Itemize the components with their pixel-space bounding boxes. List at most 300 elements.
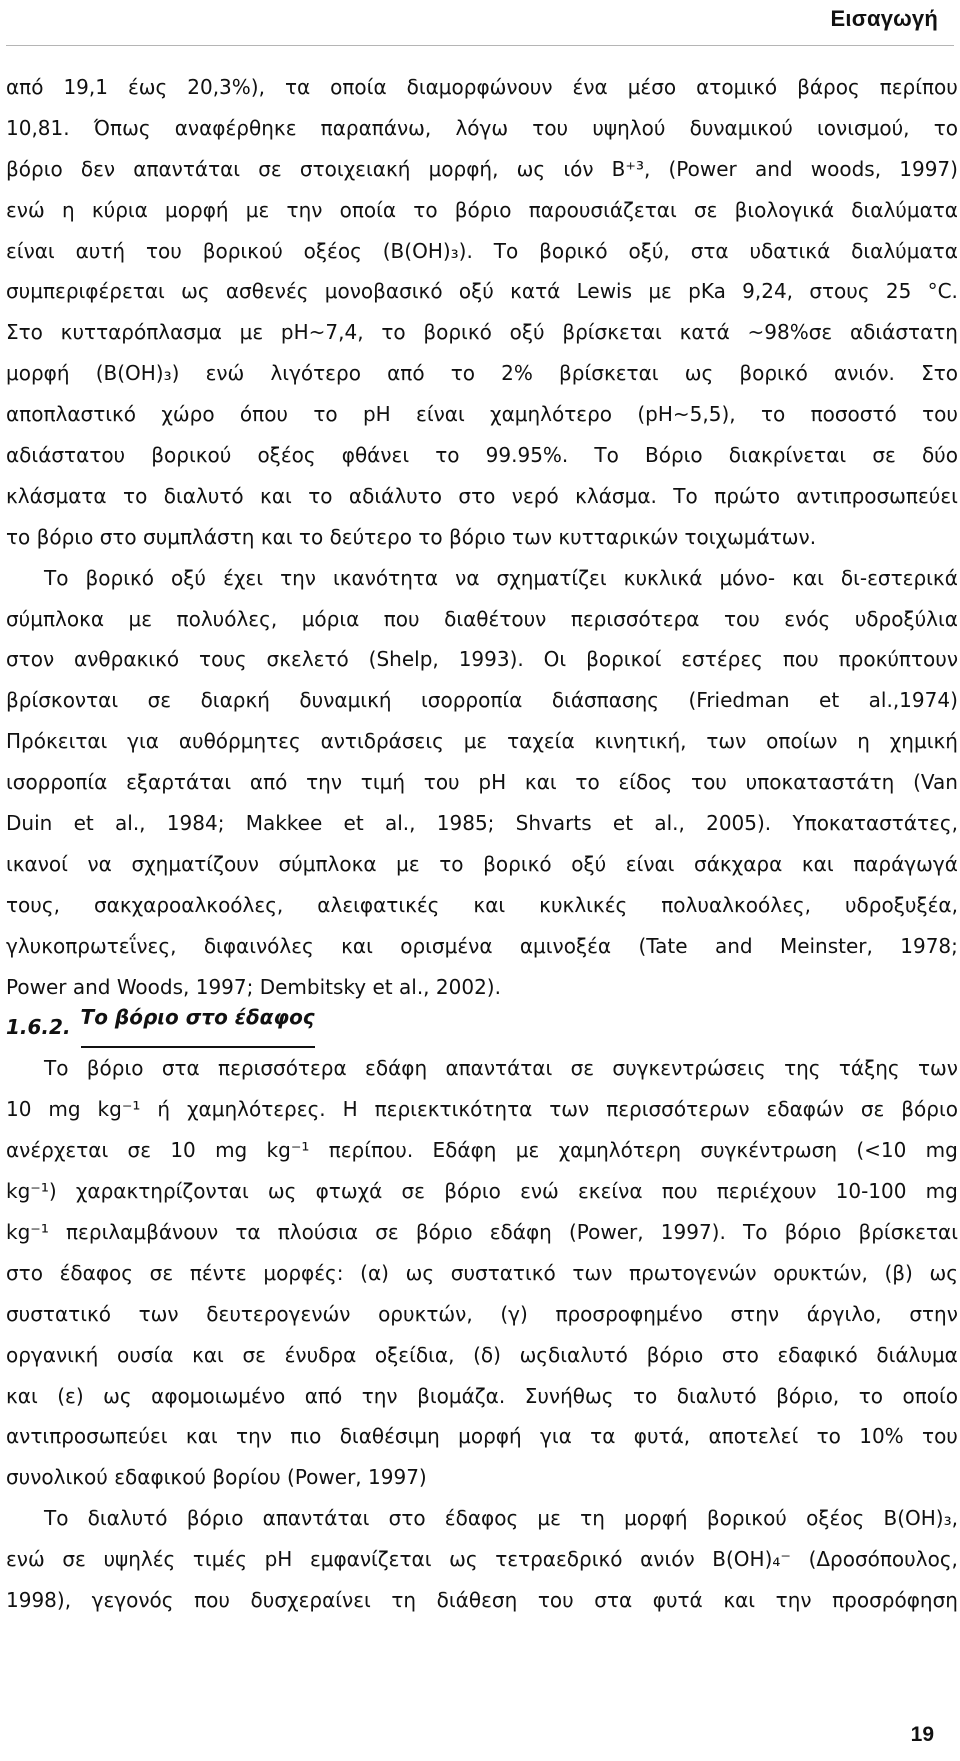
word: ενώ <box>6 197 45 222</box>
word: που <box>661 1179 698 1204</box>
word: ένυδρα <box>284 1342 357 1367</box>
word: το <box>308 483 333 508</box>
word: (Friedman <box>688 688 790 713</box>
word: πολυόλες, <box>176 606 278 631</box>
text-line <box>6 721 958 762</box>
word: τιμές <box>192 1547 247 1572</box>
word: σε <box>872 443 896 468</box>
word: είδος <box>618 770 673 795</box>
word: λόγω <box>455 115 509 140</box>
word: αδιάλυτο <box>348 483 442 508</box>
word: στους <box>809 279 870 304</box>
word: προκύπτουν <box>838 647 958 672</box>
word: kg⁻¹ <box>97 1097 141 1122</box>
word: χημική <box>889 729 958 754</box>
text-line <box>6 680 958 721</box>
word: γλυκοπρωτεΐνες, <box>6 933 177 958</box>
text-line <box>6 926 958 967</box>
word: παράγωγά <box>853 851 958 876</box>
word: των <box>138 1301 179 1326</box>
text-line <box>6 1048 958 1089</box>
word: σε <box>147 688 172 713</box>
word: τη <box>580 1506 605 1531</box>
word: είναι <box>416 402 465 427</box>
text-line <box>6 435 958 476</box>
word: ενώ <box>205 361 245 386</box>
text-line <box>6 762 958 803</box>
word: Το <box>44 1056 69 1081</box>
word: Το <box>493 238 519 263</box>
word: αποτελεί <box>708 1424 799 1449</box>
text-line <box>6 1294 958 1335</box>
word: (Van <box>913 770 958 795</box>
word: ωςδιαλυτό <box>519 1342 628 1367</box>
word: της <box>784 1056 821 1081</box>
text-line <box>6 1498 958 1539</box>
word: αφομοιωμένο <box>151 1383 286 1408</box>
word: στοιχειακή <box>299 156 411 181</box>
word: Στο <box>6 320 43 345</box>
page-number: 19 <box>910 1723 934 1746</box>
word: (Power, <box>568 1219 644 1244</box>
word: αντιπροσωπεύει <box>6 1424 168 1449</box>
word: τους, <box>6 892 60 917</box>
word: αμινοξέα <box>519 933 612 958</box>
word: (α) <box>360 1260 389 1285</box>
word: 1997) <box>899 156 958 181</box>
word: and <box>72 974 117 999</box>
word: al., <box>654 811 685 836</box>
word: απαντάται <box>445 1056 553 1081</box>
word: mg <box>48 1097 81 1122</box>
word: δευτερογενών <box>206 1301 351 1326</box>
word: et <box>372 974 399 999</box>
word: διαλυτό <box>676 1383 757 1408</box>
word: Στο <box>921 361 958 386</box>
word: περιέχουν <box>716 1179 817 1204</box>
word: (Power, <box>287 1465 369 1490</box>
word: το <box>575 770 600 795</box>
word: εδάφη <box>489 1219 552 1244</box>
word: and <box>714 933 753 958</box>
word: 2005). <box>706 811 772 836</box>
word: χαμηλότερες. <box>187 1097 326 1122</box>
text-line <box>6 844 958 885</box>
word: μονοβασικό <box>324 279 443 304</box>
word: αυθόρμητες <box>178 729 301 754</box>
word: ταχεία <box>507 729 575 754</box>
word: pH~7,4, <box>280 320 364 345</box>
word: μορφή <box>165 197 229 222</box>
word: woods, <box>810 156 882 181</box>
word: πολυαλκοόλες, <box>661 892 811 917</box>
word: ως <box>516 156 546 181</box>
word: οποίων <box>766 729 838 754</box>
header-rule <box>6 45 954 46</box>
word: (γ) <box>500 1301 528 1326</box>
word: διαρκή <box>200 688 270 713</box>
word: (B(OH)₃). <box>382 238 473 263</box>
word: B(OH)₃, <box>883 1506 958 1531</box>
word: kg⁻¹ <box>266 1138 310 1163</box>
word: 10 <box>170 1138 196 1163</box>
word: το <box>123 483 148 508</box>
word: Dembitsky <box>259 974 373 999</box>
word: οποία <box>330 75 387 99</box>
word: ένα <box>572 75 608 99</box>
word: ανιόν. <box>834 361 895 386</box>
word: (pH~5,5), <box>637 402 736 427</box>
word: βόριο <box>646 1342 704 1367</box>
word: είναι <box>6 238 55 263</box>
word: το <box>298 524 330 549</box>
word: φτωχά <box>315 1179 383 1204</box>
word: όπου <box>239 402 289 427</box>
word: διφαινόλες <box>203 933 314 958</box>
word: υδατικά <box>749 238 831 263</box>
word: διαθέτουν <box>444 606 547 631</box>
section-title: Το βόριο στο έδαφος <box>81 1007 315 1048</box>
word: mg <box>925 1138 958 1163</box>
word: al., <box>399 974 436 999</box>
word: βόριο <box>415 1219 473 1244</box>
word: ανιόν <box>640 1547 695 1572</box>
word: περιλαμβάνουν <box>66 1219 219 1244</box>
word: 19,1 <box>63 75 108 99</box>
word: ασθενές <box>225 279 309 304</box>
word: σακχαροαλκοόλες, <box>93 892 284 917</box>
text-line <box>6 67 958 108</box>
word: από <box>387 361 425 386</box>
word: συνολικού <box>6 1465 115 1490</box>
word: συστατικό <box>450 1260 556 1285</box>
word: (<10 <box>856 1138 907 1163</box>
word: ως <box>929 1260 958 1285</box>
word: βορικού <box>151 443 232 468</box>
word: σάκχαρα <box>694 851 783 876</box>
word: and <box>754 156 793 181</box>
word: με <box>515 1138 540 1163</box>
word: την <box>236 1424 272 1449</box>
word: πιο <box>290 1424 322 1449</box>
word: ιόν <box>563 156 594 181</box>
text-line <box>6 1376 958 1417</box>
word: τη <box>391 1587 417 1612</box>
word: εδαφικού <box>114 1465 213 1490</box>
word: προσροφημένο <box>555 1301 703 1326</box>
text-line <box>6 639 958 680</box>
word: B(OH)₄⁻ <box>712 1547 791 1572</box>
word: κυκλικά <box>623 565 703 590</box>
word: περισσότερων <box>606 1097 750 1122</box>
word: ως <box>103 1383 132 1408</box>
word: et <box>73 811 94 836</box>
text-line <box>6 271 958 312</box>
word: την <box>306 770 343 795</box>
word: σε <box>62 1547 86 1572</box>
word: ικανότητα <box>333 565 439 590</box>
word: βόριο <box>444 1179 501 1204</box>
word: αλειφατικές <box>317 892 440 917</box>
word: αδιάστατη <box>849 320 958 345</box>
word: δυναμική <box>299 688 392 713</box>
word: βορικό <box>85 565 154 590</box>
word: 1984; <box>166 811 225 836</box>
word: μορφή <box>6 361 70 386</box>
word: κινητική, <box>594 729 687 754</box>
word: ορυκτών, <box>773 1260 868 1285</box>
word: την <box>286 197 323 222</box>
word: Το <box>743 1219 768 1244</box>
word: βορικοί <box>586 647 662 672</box>
word: pH <box>478 770 507 795</box>
word: Οι <box>543 647 567 672</box>
word: δύο <box>921 443 958 468</box>
word: στην <box>730 1301 780 1326</box>
word: το <box>816 1424 841 1449</box>
word: τιμή <box>360 770 406 795</box>
word: με <box>648 279 672 304</box>
text-line <box>6 190 958 231</box>
word: οργανική <box>6 1342 99 1367</box>
word: έως <box>127 75 168 99</box>
text-line <box>6 1580 958 1621</box>
word: °C. <box>927 279 958 304</box>
word: διάλυμα <box>876 1342 958 1367</box>
word: βιομάζα. <box>417 1383 506 1408</box>
word: κατά <box>679 320 730 345</box>
word: φυτά <box>652 1587 703 1612</box>
word: Woods, <box>116 974 196 999</box>
word: Συνήθως <box>524 1383 614 1408</box>
word: των <box>549 1097 590 1122</box>
word: και <box>792 565 824 590</box>
word: σε <box>242 1342 266 1367</box>
text-line <box>6 967 958 1008</box>
word: με <box>245 197 270 222</box>
section-number: 1.6.2. <box>6 1015 71 1040</box>
word: το <box>413 197 438 222</box>
word: του <box>922 1424 958 1449</box>
word: αντιδράσεις <box>320 729 444 754</box>
word: Power <box>6 974 73 999</box>
word: διαλυτό <box>87 1506 168 1531</box>
word: 1997; <box>195 974 260 999</box>
word: το <box>450 361 475 386</box>
word: στα <box>161 1056 200 1081</box>
word: και <box>260 524 299 549</box>
word: φυτά, <box>633 1424 691 1449</box>
word: δεύτερο <box>329 524 419 549</box>
word: et <box>819 688 840 713</box>
word: pKa <box>688 279 726 304</box>
word: υψηλές <box>103 1547 176 1572</box>
word: εξαρτάται <box>126 770 232 795</box>
word: του <box>145 238 182 263</box>
word: kg⁻¹ <box>6 1219 49 1244</box>
word: ως <box>405 1260 435 1285</box>
word: (Δροσόπουλος, <box>808 1547 958 1572</box>
word: και <box>260 483 292 508</box>
word: Το <box>44 565 69 590</box>
word: το <box>435 443 460 468</box>
word: προσρόφηση <box>832 1587 958 1612</box>
word: για <box>127 729 159 754</box>
word: κλάσματα <box>6 483 107 508</box>
word: στο <box>99 524 144 549</box>
word: βορίου <box>212 1465 288 1490</box>
word: από <box>6 75 44 99</box>
word: οξείδια, <box>374 1342 455 1367</box>
word: πλούσια <box>277 1219 359 1244</box>
word: διακρίνεται <box>728 443 847 468</box>
word: των <box>918 1056 958 1081</box>
word: 1997). <box>660 1219 726 1244</box>
word: άργιλο, <box>806 1301 882 1326</box>
word: με <box>239 320 264 345</box>
word: εδάφη <box>365 1056 428 1081</box>
word: τους <box>199 647 247 672</box>
word: σε <box>258 156 282 181</box>
word: και <box>185 1424 218 1449</box>
word: το <box>760 402 786 427</box>
word: τοιχωμάτων. <box>684 524 817 549</box>
running-header: Εισαγωγή <box>830 6 938 31</box>
word: διάσπασης <box>551 688 659 713</box>
word: την <box>280 565 316 590</box>
word: et <box>612 811 634 836</box>
word: 99.95%. <box>485 443 569 468</box>
word: αναφέρθηκε <box>174 115 297 140</box>
word: χώρο <box>161 402 215 427</box>
word: περίπου <box>879 75 958 99</box>
word: νερό <box>511 483 559 508</box>
word: βορικό <box>539 238 608 263</box>
word: βόριο, <box>776 1383 840 1408</box>
word: απαντάται <box>133 156 241 181</box>
word: mg <box>215 1138 248 1163</box>
word: al., <box>115 811 146 836</box>
word: βόριο <box>186 1506 244 1531</box>
word: το <box>6 524 37 549</box>
text-line <box>6 1416 958 1457</box>
word: ουσία <box>117 1342 174 1367</box>
word: και <box>473 892 506 917</box>
word: με <box>463 729 488 754</box>
word: και <box>801 851 834 876</box>
word: στην <box>909 1301 958 1326</box>
word: 1985; <box>436 811 495 836</box>
word: περισσότερα <box>218 1056 347 1081</box>
text-line <box>6 394 958 435</box>
word: εκείνα <box>578 1179 643 1204</box>
word: του <box>423 770 460 795</box>
word: κύρια <box>91 197 148 222</box>
word: που <box>194 1587 230 1612</box>
word: σκελετό <box>266 647 349 672</box>
word: πρωτογενών <box>629 1260 757 1285</box>
word: mg <box>925 1179 958 1204</box>
word: οξύ <box>171 565 207 590</box>
text-line <box>6 353 958 394</box>
word: (ε) <box>57 1383 84 1408</box>
word: κυτταρόπλασμα <box>60 320 222 345</box>
word: αδιάστατου <box>6 443 126 468</box>
word: ατομικό <box>696 75 778 99</box>
word: οξύ <box>509 320 545 345</box>
word: 10% <box>859 1424 904 1449</box>
word: Το <box>594 443 619 468</box>
text-line <box>6 558 958 599</box>
word: σύμπλοκα <box>6 606 105 631</box>
word: το <box>858 1383 883 1408</box>
word: βόριο <box>901 1097 958 1122</box>
word: βορικού <box>706 1506 787 1531</box>
word: των <box>512 524 559 549</box>
word: Εδάφη <box>432 1138 497 1163</box>
word: Duin <box>6 811 53 836</box>
text-line <box>6 312 958 353</box>
text-line <box>6 1253 958 1294</box>
text-line <box>6 1335 958 1376</box>
text-line <box>6 149 958 190</box>
word: και <box>341 933 373 958</box>
word: εδαφικό <box>777 1342 858 1367</box>
word: στο <box>721 1342 759 1367</box>
word: σε <box>127 1138 152 1163</box>
word: συστατικό <box>6 1301 111 1326</box>
word: και <box>192 1342 224 1367</box>
text-line <box>6 517 958 558</box>
word: βιολογικά <box>734 197 835 222</box>
text-line <box>6 599 958 640</box>
word: στο <box>388 1506 426 1531</box>
text-line <box>6 1130 958 1171</box>
word: σε <box>149 1260 174 1285</box>
word: μόρια <box>301 606 360 631</box>
word: βορικού <box>202 238 283 263</box>
word: ως <box>449 1547 478 1572</box>
word: συμπλάστη <box>143 524 261 549</box>
word: Βόριο <box>644 443 703 468</box>
word: η <box>61 197 75 222</box>
word: στο <box>6 1260 43 1285</box>
word: περισσότερα <box>570 606 700 631</box>
word: η <box>857 729 870 754</box>
word: Makkee <box>245 811 323 836</box>
word: pH <box>264 1547 293 1572</box>
word: σε <box>570 1056 595 1081</box>
word: διαλύματα <box>851 238 958 263</box>
word: σε <box>375 1219 399 1244</box>
word: του <box>922 402 958 427</box>
word: έχει <box>223 565 264 590</box>
word: εστέρες <box>681 647 763 672</box>
word: υδροξύλια <box>854 606 958 631</box>
word: Υποκαταστάτες, <box>792 811 958 836</box>
word: διαθέσιμη <box>339 1424 440 1449</box>
word: το <box>439 851 464 876</box>
word: κυκλικές <box>539 892 628 917</box>
word: λιγότερο <box>270 361 361 386</box>
word: διάθεση <box>436 1587 518 1612</box>
word: πρώτο <box>714 483 780 508</box>
word: 9,24, <box>742 279 794 304</box>
word: στο <box>458 483 496 508</box>
word: με <box>537 1506 561 1531</box>
word: B⁺³, <box>611 156 651 181</box>
word: ως <box>684 361 714 386</box>
